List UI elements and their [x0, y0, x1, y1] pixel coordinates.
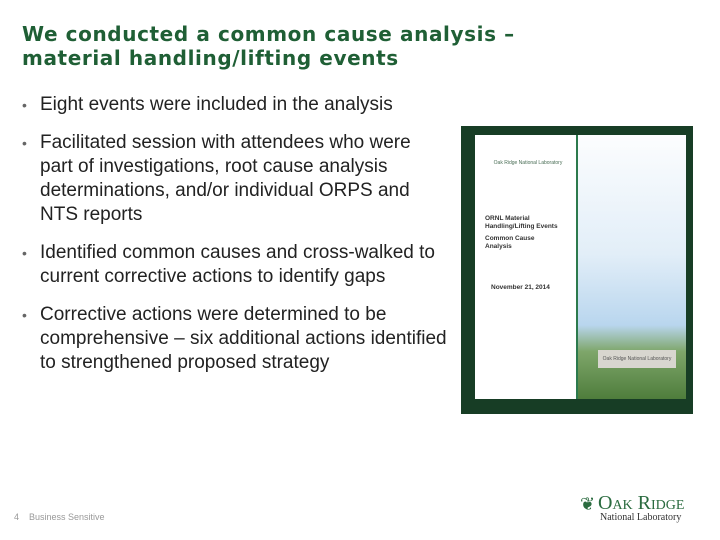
bullet-text: Facilitated session with attendees who were part of investigations, root cause analysis determinations, and/or individual ORPS and NTS reports: [40, 132, 411, 225]
report-cover-page: [475, 135, 576, 399]
logo-line-1: Oak Ridge: [598, 492, 685, 514]
bullet-list: [22, 93, 462, 389]
title-line-2: material handling/lifting events: [22, 46, 399, 70]
report-org: Oak Ridge National Laboratory: [493, 160, 563, 166]
ornl-logo: [580, 494, 684, 523]
bullet-item: [22, 241, 440, 289]
footer-label: Business Sensitive: [29, 512, 105, 522]
building-photo: [578, 135, 686, 399]
footer: [14, 512, 115, 522]
title-line-1: We conducted a common cause analysis –: [22, 22, 515, 46]
report-date: November 21, 2014: [491, 284, 550, 291]
bullet-icon: •: [22, 307, 27, 323]
slide-title: [22, 22, 515, 70]
bullet-text: Corrective actions were determined to be comprehensive – six additional actions identified to strengthened proposed strategy: [40, 304, 447, 373]
bullet-icon: •: [22, 245, 27, 261]
building-sign: Oak Ridge National Laboratory: [598, 350, 676, 368]
bullet-item: [22, 131, 445, 227]
bullet-text: Identified common causes and cross-walked to current corrective actions to identify gaps: [40, 242, 435, 287]
bullet-item: [22, 303, 465, 375]
report-title: ORNL Material Handling/Lifting Events: [485, 215, 558, 230]
bullet-icon: •: [22, 97, 27, 113]
report-subtitle: Common Cause Analysis: [485, 235, 535, 250]
oak-leaf-icon: ❦: [580, 494, 596, 514]
report-cover-image: [461, 126, 693, 414]
page-number: 4: [14, 512, 20, 522]
bullet-text: Eight events were included in the analysis: [40, 94, 393, 115]
bullet-icon: •: [22, 135, 27, 151]
bullet-item: [22, 93, 462, 117]
logo-line-2: National Laboratory: [600, 512, 682, 523]
